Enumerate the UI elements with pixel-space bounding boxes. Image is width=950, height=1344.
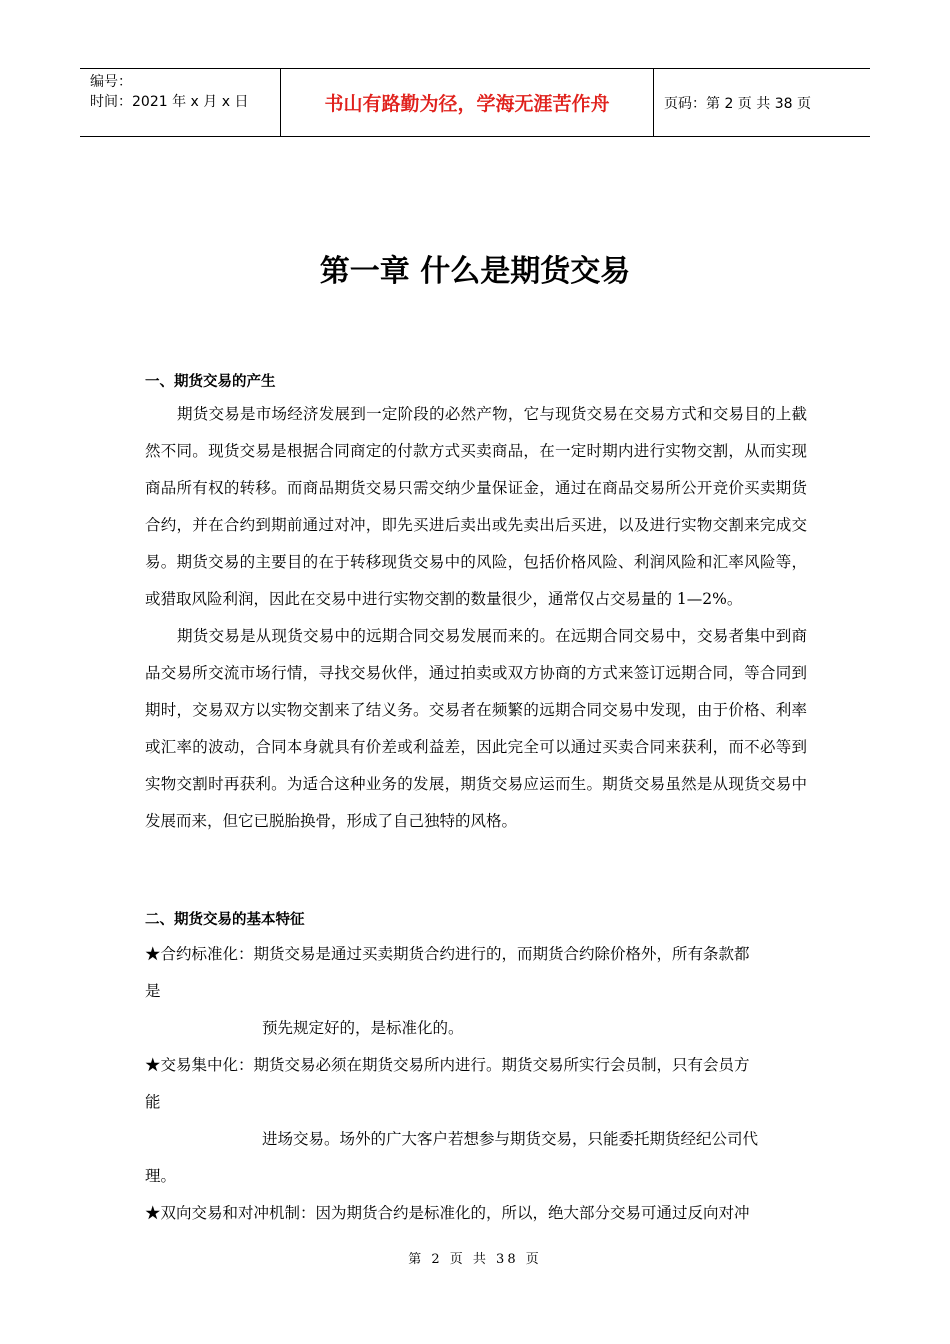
page-footer: 第 2 页 共 38 页 [408, 1252, 542, 1267]
feature-line: ★合约标准化：期货交易是通过买卖期货合约进行的，而期货合约除价格外，所有条款都 [145, 945, 750, 963]
feature-continuation: 预先规定好的，是标准化的。 [262, 1019, 464, 1037]
feature-line: ★双向交易和对冲机制：因为期货合约是标准化的，所以，绝大部分交易可通过反向对冲 [145, 1204, 750, 1222]
feature-line: 能 [145, 1093, 161, 1111]
section-features [145, 910, 807, 1232]
feature-item [145, 1047, 807, 1195]
section-heading: 二、期货交易的基本特征 [145, 912, 305, 928]
number-label: 编号： [90, 74, 132, 90]
feature-item [145, 1195, 807, 1232]
section-heading: 一、期货交易的产生 [145, 374, 276, 390]
feature-tail: 理。 [145, 1167, 177, 1185]
feature-line: 是 [145, 982, 161, 1000]
feature-continuation: 进场交易。场外的广大客户若想参与期货交易，只能委托期货经纪公司代 [262, 1130, 759, 1148]
feature-line: ★交易集中化：期货交易必须在期货交易所内进行。期货交易所实行会员制，只有会员方 [145, 1056, 750, 1074]
page-header [80, 68, 870, 137]
section-origin [145, 372, 807, 840]
header-motto: 书山有路勤为径，学海无涯苦作舟 [281, 69, 654, 136]
paragraph: 期货交易是市场经济发展到一定阶段的必然产物，它与现货交易在交易方式和交易目的上截然不同。现货交易是根据合同商定的付款方式买卖商品，在一定时期内进行实物交割，从而实现商品所有权的转移。而商品期货交易只需交纳少量保证金，通过在商品交易所公开竞价买卖期货合约，并在合约到期前通过对冲，即先买进后卖出或先卖出后买进，以及进行实物交割来完成交易。期货交易的主要目的在于转移现货交易中的风险，包括价格风险、利润风险和汇率风险等，或猎取风险利润，因此在交易中进行实物交割的数量很少，通常仅占交易量的 1—2%。 [145, 405, 807, 608]
time-label: 时间：2021 年 x 月 x 日 [90, 94, 249, 110]
paragraph: 期货交易是从现货交易中的远期合同交易发展而来的。在远期合同交易中，交易者集中到商品交易所交流市场行情，寻找交易伙伴，通过拍卖或双方协商的方式来签订远期合同，等合同到期时，交易双方以实物交割来了结义务。交易者在频繁的远期合同交易中发现，由于价格、利率或汇率的波动，合同本身就具有价差或利益差，因此完全可以通过买卖合同来获利，而不必等到实物交割时再获利。为适合这种业务的发展，期货交易应运而生。期货交易虽然是从现货交易中发展而来，但它已脱胎换骨，形成了自己独特的风格。 [145, 627, 807, 830]
chapter-title: 第一章 什么是期货交易 [319, 254, 631, 289]
header-page-label: 页码：第 2 页 共 38 页 [664, 95, 811, 112]
header-left-cell [80, 69, 281, 136]
feature-item [145, 936, 807, 1047]
